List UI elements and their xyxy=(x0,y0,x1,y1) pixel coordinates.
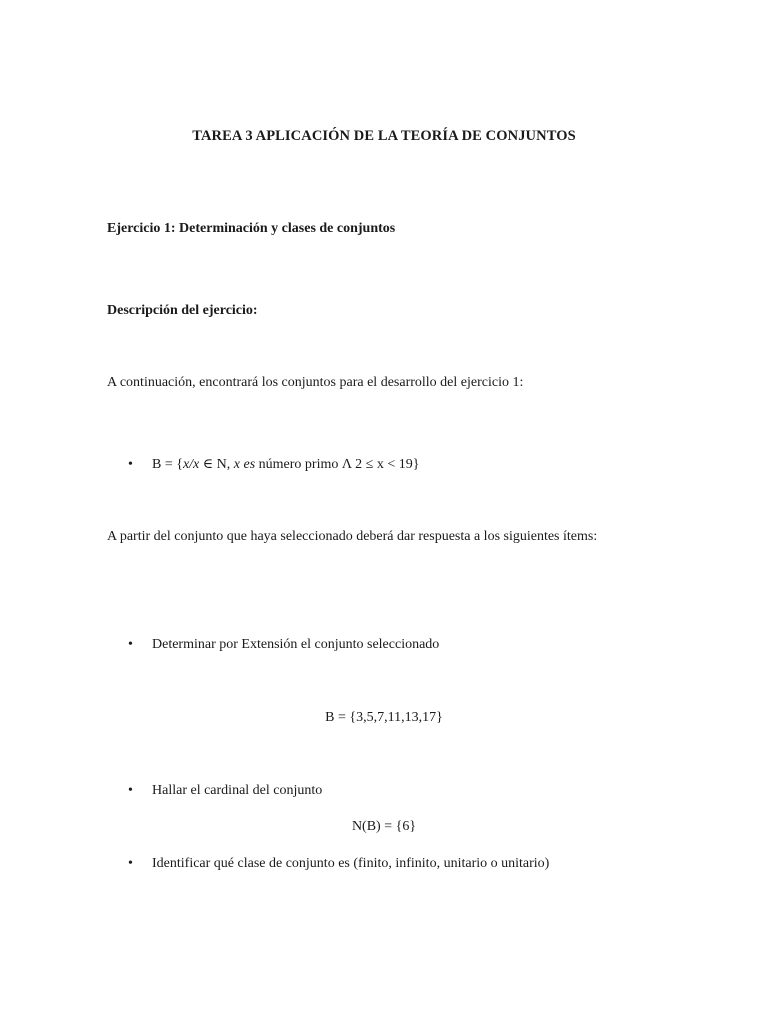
set-def-prefix: B = { xyxy=(152,457,183,472)
set-def-suffix: número primo Λ 2 ≤ x < 19} xyxy=(255,457,420,472)
intro-paragraph: A continuación, encontrará los conjuntos para el desarrollo del ejercicio 1: xyxy=(107,375,524,390)
exercise-heading: Ejercicio 1: Determinación y clases de conjuntos xyxy=(107,221,396,236)
instruction-paragraph: A partir del conjunto que haya seleccionado deberá dar respuesta a los siguientes ítems: xyxy=(107,529,598,544)
extension-result: B = {3,5,7,11,13,17} xyxy=(325,710,443,725)
bullet-icon: • xyxy=(128,856,133,871)
description-heading: Descripción del ejercicio: xyxy=(107,303,258,318)
bullet-icon: • xyxy=(128,783,133,798)
set-def-math-expr: x es xyxy=(233,457,256,472)
item-class-text: Identificar qué clase de conjunto es (finito, infinito, unitario o unitario) xyxy=(152,856,550,871)
bullet-icon: • xyxy=(128,457,133,472)
item-extension-text: Determinar por Extensión el conjunto seleccionado xyxy=(152,637,440,652)
set-def-math-var: x/x xyxy=(182,457,200,472)
set-definition xyxy=(152,456,419,474)
bullet-icon: • xyxy=(128,637,133,652)
set-def-mid: ∈ N, xyxy=(199,457,234,472)
cardinal-result: N(B) = {6} xyxy=(351,819,417,834)
item-cardinal-text: Hallar el cardinal del conjunto xyxy=(152,783,323,798)
document-title: TAREA 3 APLICACIÓN DE LA TEORÍA DE CONJUNTOS xyxy=(192,128,576,144)
